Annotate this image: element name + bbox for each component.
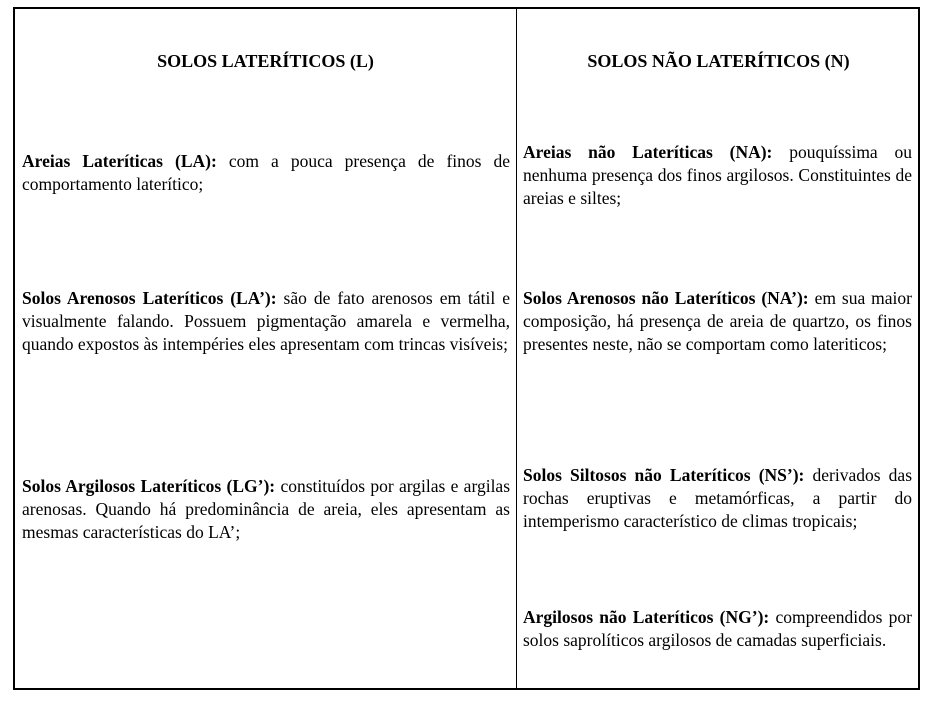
entry-description: constituídos por argilas e argilas arenosas. Quando há predominância de areia, eles apresentam as mesmas características do LA’; [22,476,511,542]
entry-description: derivados das rochas eruptivas e metamórficas, a partir do intemperismo característico de climas tropicais; [523,465,913,531]
entry-term: Areias não Lateríticas (NA): [523,142,773,162]
entry-term: Solos Arenosos Lateríticos (LA’): [22,288,277,308]
entry-term: Solos Siltosos não Lateríticos (NS’): [523,465,805,485]
entry-description: com a pouca presença de finos de comportamento laterítico; [22,151,510,194]
entry-non-lateritic-sandy-soils [523,287,912,356]
entry-term: Areias Lateríticas (LA): [22,151,217,171]
entry-non-lateritic-sands [523,141,912,210]
entry-description: em sua maior composição, há presença de areia de quartzo, os finos presentes neste, não se comportam como lateriticos; [523,288,912,354]
header-lateritic-soils: SOLOS LATERÍTICOS (L) [157,51,374,71]
entry-lateritic-sands [22,150,510,196]
entry-non-lateritic-clayey [523,606,912,652]
entry-term: Solos Arenosos não Lateríticos (NA’): [523,288,809,308]
entry-non-lateritic-silty-soils [523,464,912,533]
header-non-lateritic-soils: SOLOS NÃO LATERÍTICOS (N) [587,51,850,71]
entry-lateritic-clayey-soils [22,475,510,544]
entry-description: são de fato arenosos em tátil e visualmente falando. Possuem pigmentação amarela e vermelha, quando expostos às intempéries eles apresentam com trincas visíveis; [22,288,511,354]
column-divider [516,9,517,688]
entry-term: Solos Argilosos Lateríticos (LG’): [22,476,276,496]
entry-term: Argilosos não Lateríticos (NG’): [523,607,770,627]
entry-description: pouquíssima ou nenhuma presença dos finos argilosos. Constituintes de areias e siltes; [523,142,913,208]
soil-classification-table [13,7,920,690]
entry-lateritic-sandy-soils [22,287,510,356]
entry-description: compreendidos por solos saprolíticos argilosos de camadas superficiais. [523,607,912,650]
